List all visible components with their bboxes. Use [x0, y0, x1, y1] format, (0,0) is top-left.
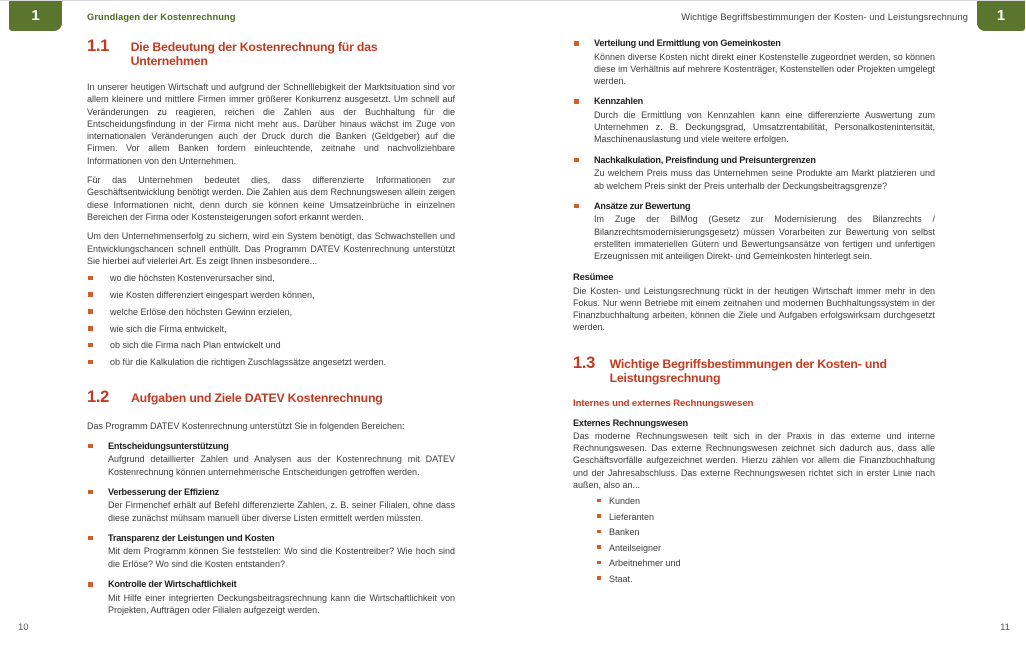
item-title: Verteilung und Ermittlung von Gemeinkosten [594, 38, 781, 48]
subheading-red: Internes und externes Rechnungswesen [573, 397, 754, 409]
section-title: Aufgaben und Ziele DATEV Kostenrechnung [131, 391, 383, 406]
bullet-list [87, 272, 455, 368]
chapter-tab-right: 1 [977, 1, 1025, 31]
square-bullet-icon [88, 326, 93, 331]
bullet-text: ob für die Kalkulation die richtigen Zuschlagssätze angesetzt werden. [110, 357, 387, 368]
running-header-right: Wichtige Begriffsbestimmungen der Kosten- und Leistungsrechnung [681, 12, 968, 22]
paragraph: Für das Unternehmen bedeutet dies, dass differenzierte Informationen zur Geschäftsentwicklung benötigt werden. Die Zahlen aus dem Rechnungswesen allein zeigen diese Informationen nicht, denn durch sie können keine Umsatzeinbrüche in einzelnen Bereichen der Firma oder Kostensteigerungen sofort erkannt werden. [87, 175, 455, 222]
item-title: Nachkalkulation, Preisfindung und Preisuntergrenzen [594, 154, 816, 165]
bullet-text: ob sich die Firma nach Plan entwickelt und [110, 340, 281, 351]
page-number-left: 10 [18, 622, 29, 633]
item-title: Entscheidungsunterstützung [108, 440, 229, 451]
item-body: Mit dem Programm können Sie feststellen: Wo sind die Kostentreiber? Wie hoch sind die Erlöse? Wo sind die Kosten entstanden? [108, 546, 455, 569]
square-bullet-icon [597, 561, 601, 565]
list-item [597, 526, 935, 538]
running-header-left: Grundlagen der Kostenrechnung [87, 12, 236, 22]
item-title: Kontrolle der Wirtschaftlichkeit [108, 579, 237, 590]
list-item [597, 573, 935, 585]
square-bullet-icon [597, 576, 601, 580]
list-item [597, 542, 935, 554]
item-body: Mit Hilfe einer integrierten Deckungsbeitragsrechnung kann die Wirtschaftlichkeit von Projekten, Aufträgen oder Filialen aufgezeigt werden. [108, 592, 455, 615]
resume-title: Resümee [573, 270, 614, 282]
square-bullet-icon [574, 158, 579, 163]
item-title: Transparenz der Leistungen und Kosten [108, 532, 275, 543]
bullet-text: welche Erlöse den höchsten Gewinn erzielen, [110, 306, 293, 317]
section-1-1-heading [87, 37, 455, 68]
page-right [513, 1, 1026, 648]
section-1-3-heading [573, 354, 935, 385]
list-item-text: Staat. [609, 573, 633, 584]
titled-bullet-item [573, 37, 935, 87]
resume-body: Die Kosten- und Leistungsrechnung rückt in der heutigen Wirtschaft immer mehr in den Fokus. Nur wenn Betriebe mit einem zeitnahen und modernen Buchhaltungssystem in der Finanzbuchhaltung arbeiten, können die Ziele und Aufgaben erfolgswirksam durchgesetzt werden. [573, 285, 935, 333]
titled-bullet-item [87, 578, 455, 616]
square-bullet-icon [597, 530, 601, 534]
bullet-text: wie sich die Firma entwickelt, [110, 323, 227, 334]
paragraph: Um den Unternehmenserfolg zu sichern, wird ein System benötigt, das Schwachstellen und Entwicklungschancen schnell enthüllt. Das Programm DATEV Kostenrechnung unterstützt Sie hierbei auf vielerlei Art. Es zeigt Ihnen insbesondere... [87, 231, 455, 266]
bullet-item [87, 356, 455, 368]
list-item-text: Banken [609, 527, 640, 538]
square-bullet-icon [88, 444, 93, 449]
square-bullet-icon [88, 490, 93, 495]
item-body: Der Firmenchef erhält auf Befehl differenzierte Zahlen, z. B. seiner Filialen, ohne dass diese zunächst mühsam manuell über diverse Listen ermittelt werden müssten. [108, 500, 455, 523]
item-title: Verbesserung der Effizienz [108, 486, 220, 497]
square-bullet-icon [88, 582, 93, 587]
item-title: Kennzahlen [594, 96, 644, 107]
section-number: 1.1 [87, 37, 110, 55]
subheading-bold: Externes Rechnungswesen [573, 417, 688, 428]
paragraph: In unserer heutigen Wirtschaft und aufgrund der Schnelllebigkeit der Marktsituation sind vor allem kleinere und mittlere Firmen immer größerer Konkurrenz ausgesetzt. Um schnell auf Veränderungen zu reagieren, reichen die Zahlen aus der Buchhaltung für die Entscheidungsfindung in der Firma nicht mehr aus. Darüber hinaus wächst im Zuge von internationalen Veränderungen auch der Druck durch die Banken (Geldgeber) auf die Firmen. Vor allem Banken fordern einleuchtende, zeitnahe und nachvollziehbare Informationen von den Unternehmen. [87, 82, 455, 166]
square-bullet-icon [597, 499, 601, 503]
list-item [597, 495, 935, 507]
list-item-text: Lieferanten [609, 511, 655, 522]
page-number-right: 11 [1000, 622, 1010, 633]
list-item [597, 557, 935, 569]
page-left [0, 1, 513, 648]
bullet-item [87, 339, 455, 351]
square-bullet-icon [88, 536, 93, 541]
section-1-2-heading [87, 388, 455, 407]
titled-bullet-item [573, 95, 935, 145]
bullet-item [87, 272, 455, 284]
bullet-item [87, 306, 455, 318]
bullet-item [87, 289, 455, 301]
square-bullet-icon [574, 99, 579, 104]
item-body: Durch die Ermittlung von Kennzahlen kann eine differenzierte Auswertung zum Unternehmen z. B. Deckungsgrad, Umsatzrentabilität, Personalkostenintensität, Maschinenauslastung und viele weitere erfolgen. [594, 109, 935, 145]
list-item-text: Kunden [609, 496, 641, 507]
left-content-column [87, 37, 455, 624]
square-bullet-icon [574, 204, 579, 209]
titled-bullet-item [87, 440, 455, 478]
titled-bullet-item [87, 486, 455, 524]
chapter-tab-left: 1 [9, 1, 62, 31]
small-bullet-list [597, 495, 935, 585]
paragraph: Das Programm DATEV Kostenrechnung unterstützt Sie in folgenden Bereichen: [87, 421, 405, 432]
square-bullet-icon [88, 309, 93, 314]
square-bullet-icon [597, 514, 601, 518]
list-item-text: Anteilseigner [609, 542, 662, 553]
square-bullet-icon [88, 360, 93, 365]
square-bullet-icon [88, 343, 93, 348]
titled-bullet-item [573, 154, 935, 192]
square-bullet-icon [597, 545, 601, 549]
paragraph: Das moderne Rechnungswesen teilt sich in der Praxis in das externe und interne Rechnungswesen. Das externe Rechnungswesen zeichnet sich dadurch aus, dass alle Geschäftsvorfälle aufgezeichnet werden. Hierzu zählen vor allem die Finanzbuchhaltung und der Jahresabschluss. Das externe Rechnungswesen richtet sich in erster Linie nach außen, also an... [573, 430, 935, 490]
titled-bullet-item [573, 200, 935, 263]
right-content-column [573, 37, 935, 588]
list-item [597, 511, 935, 523]
bullet-text: wie Kosten differenziert eingespart werden können, [110, 289, 315, 300]
item-title: Ansätze zur Bewertung [594, 200, 691, 211]
item-body: Im Zuge der BilMog (Gesetz zur Modernisierung des Bilanzrechts / Bilanzrechtsmodernisierungsgesetz) müssen Vorarbeiten zur Bewertung von selbst erstellten immateriellen Gütern und Bewertungsansätze von fertigen und unfertigen Erzeugnissen mit anteiligen Direkt- und Gemeinkosten hinterlegt sein. [594, 214, 935, 262]
square-bullet-icon [574, 41, 579, 46]
section-title: Wichtige Begriffsbestimmungen der Kosten- und Leistungsrechnung [609, 356, 887, 385]
item-body: Zu welchem Preis muss das Unternehmen seine Produkte am Markt platzieren und ab welchem Preis sinkt der Preis unterhalb der Deckungsbeitragsgrenze? [594, 168, 935, 191]
section-number: 1.2 [87, 388, 110, 407]
section-number: 1.3 [573, 353, 596, 372]
bullet-text: wo die höchsten Kostenverursacher sind, [110, 273, 275, 284]
item-body: Können diverse Kosten nicht direkt einer Kostenstelle zugeordnet werden, so können diese im Verhältnis auf mehrere Kostenträger, Kostenstellen oder Projekten umgelegt werden. [594, 51, 935, 87]
bullet-item [87, 323, 455, 335]
titled-bullet-item [87, 532, 455, 570]
square-bullet-icon [88, 276, 93, 281]
section-title: Die Bedeutung der Kostenrechnung für das Unternehmen [130, 40, 378, 68]
list-item-text: Arbeitnehmer und [609, 558, 681, 569]
item-body: Aufgrund detaillierter Zahlen und Analysen aus der Kostenrechnung mit DATEV Kostenrechnung können unternehmerische Entscheidungen getroffen werden. [108, 454, 455, 477]
square-bullet-icon [88, 292, 93, 297]
